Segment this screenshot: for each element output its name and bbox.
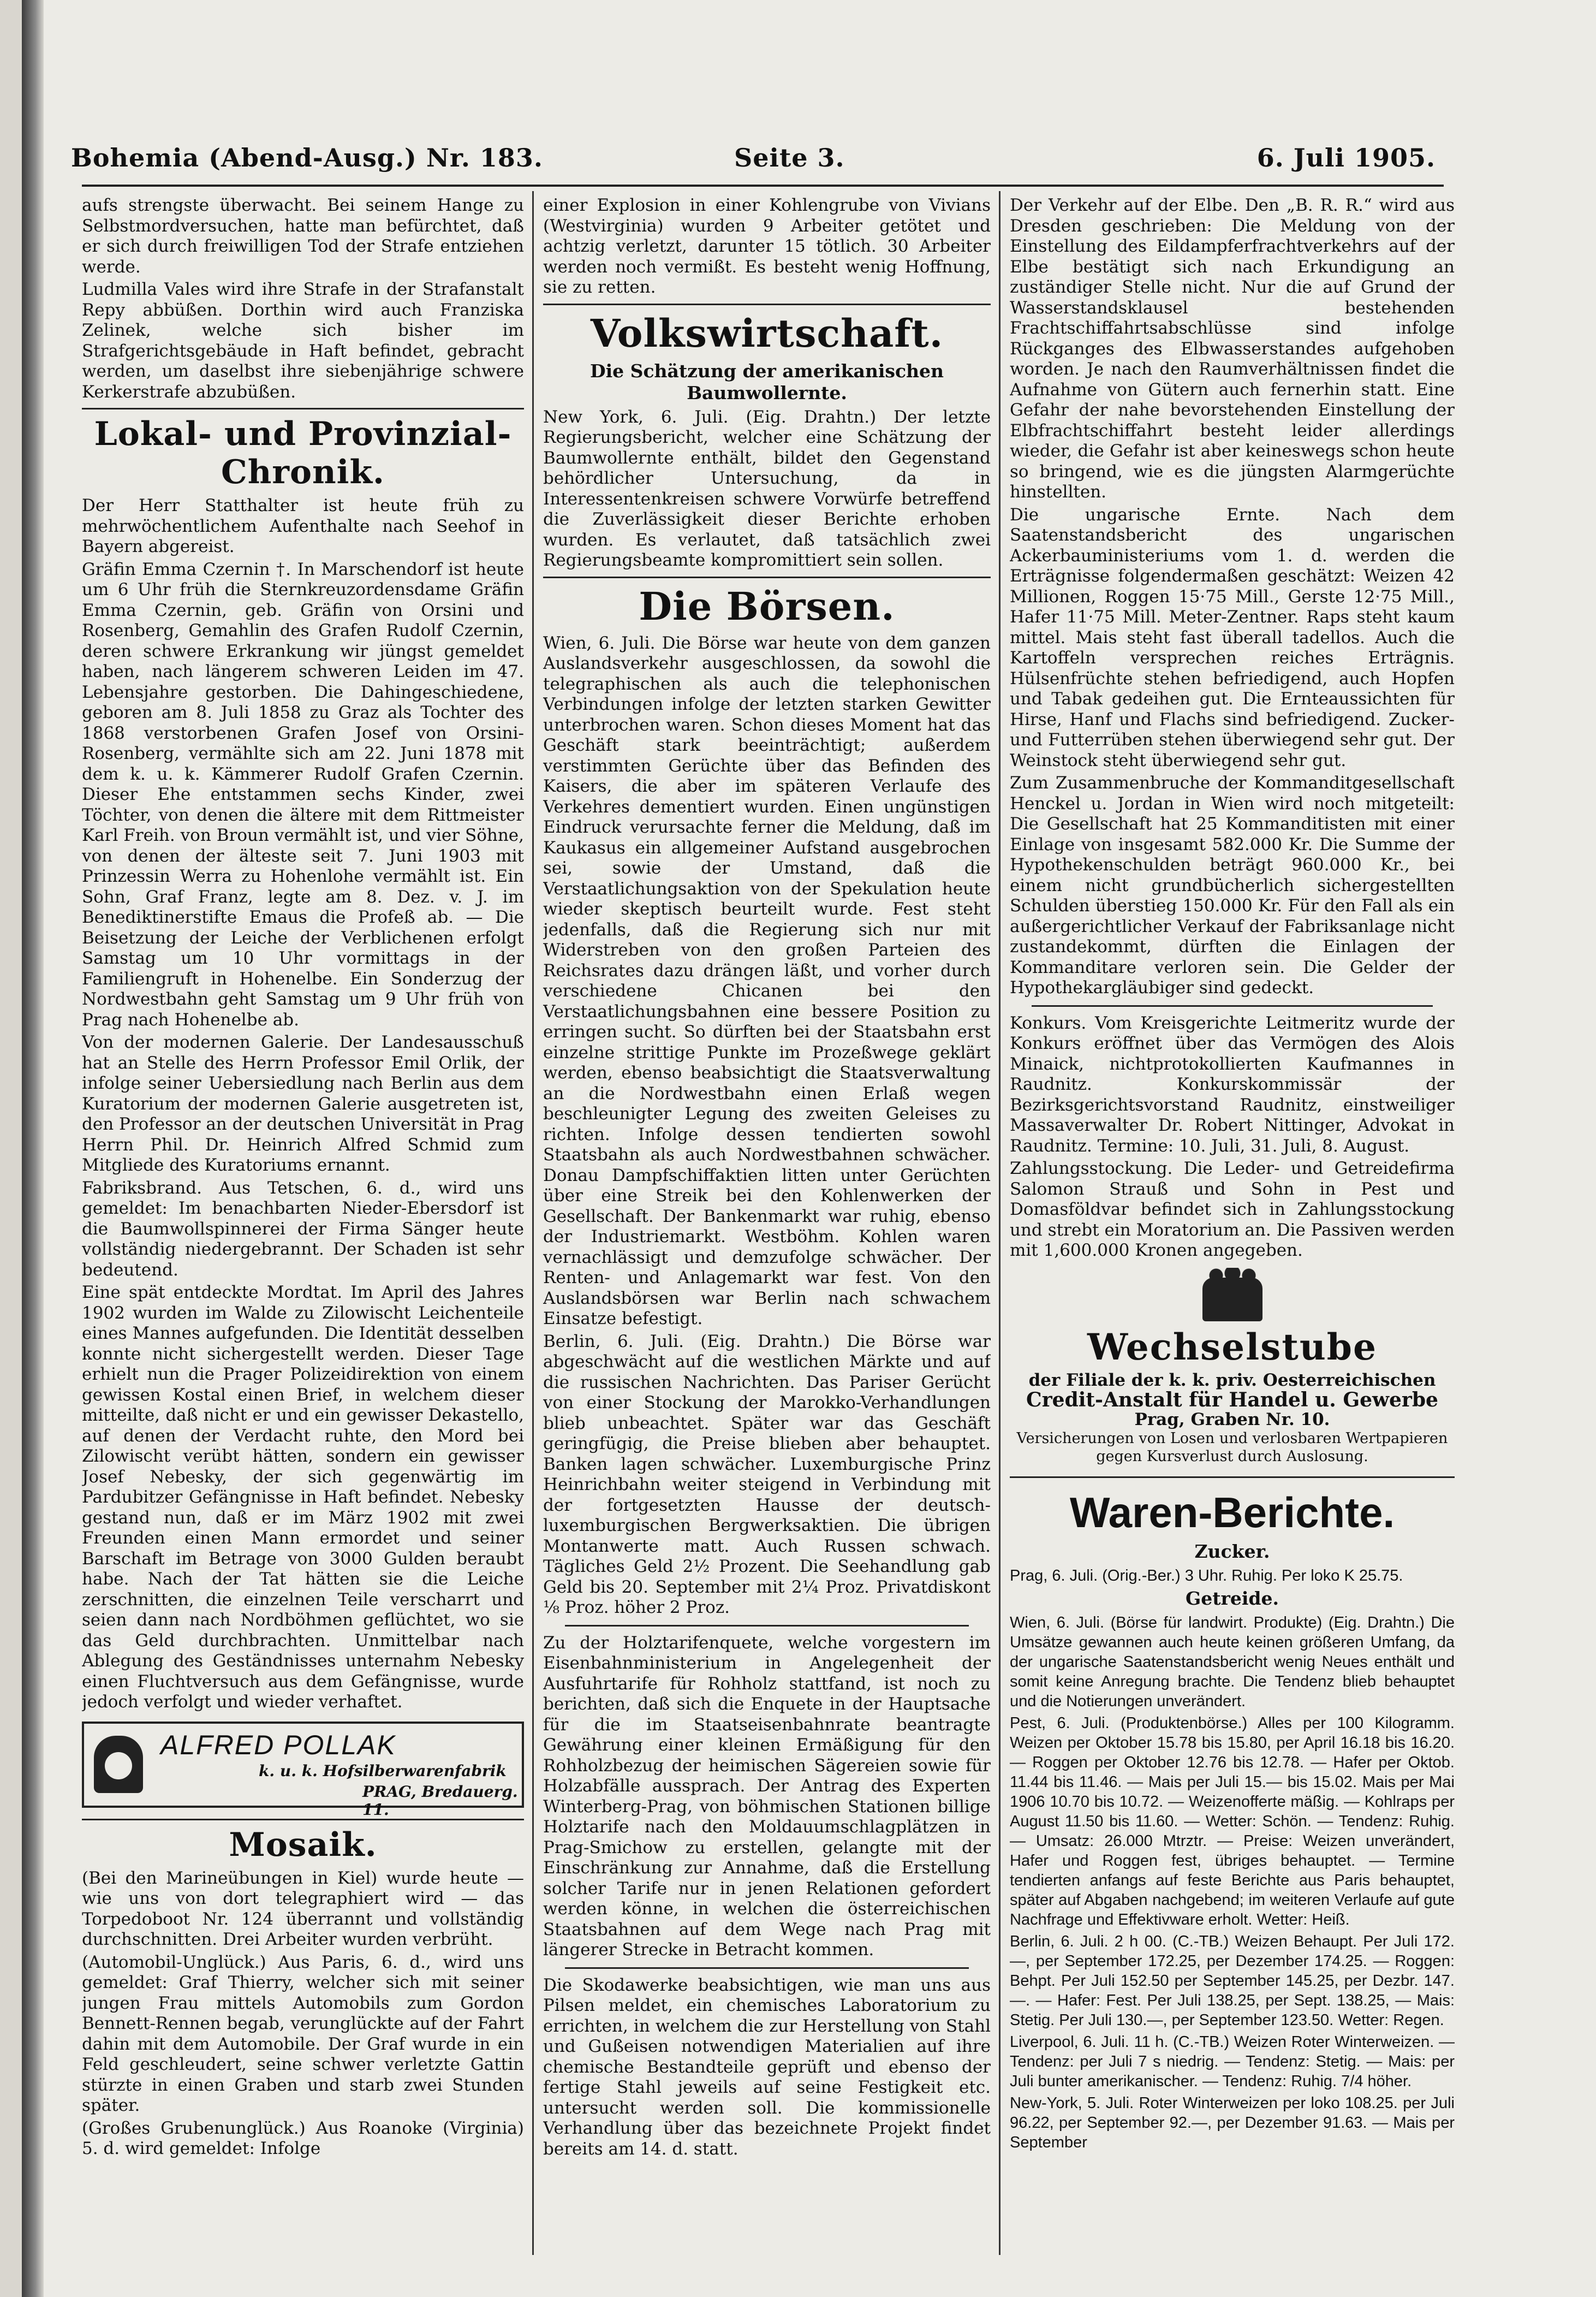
section-volkswirtschaft-heading: Volkswirtschaft.	[543, 304, 991, 356]
separator	[565, 1625, 969, 1627]
wechselstube-title: Wechselstube	[1087, 1325, 1377, 1368]
article-skodawerke: Die Skodawerke beabsichtigen, wie man uns aus Pilsen meldet, ein chemisches Laboratorium zu errichten, in welchem die zur Herstellung von Stahl und Gußeisen notwendigen Materialien auf ihre chemische Bestandteile geprüft und ebenso der fertige Stahl jeweils auf seine Festigkeit etc. untersucht werden soll. Die kommissionelle Verhandlung über das bezeichnete Projekt findet bereits am 14. d. statt.	[543, 1975, 991, 2159]
article-automobil: (Automobil-Unglück.) Aus Paris, 6. d., wird uns gemeldet: Graf Thierry, welcher sich mit seiner jungen Frau mittels Automobils zum Gordon Bennett-Rennen begab, verunglückte auf der Fahrt dahin mit dem Automobile. Der Graf wurde in ein Feld geschleudert, seine schwer verletzte Gattin stürzte in einen Graben und starb zwei Stunden später.	[82, 1952, 524, 2115]
header-paper: Bohemia (Abend-Ausg.) Nr. 183.	[71, 143, 543, 173]
section-lokal-heading: Lokal- und Provinzial-Chronik.	[82, 408, 524, 491]
article-newyork: New York, 6. Juli. (Eig. Drahtn.) Der letzte Regierungsbericht, welcher eine Schätzung der Baumwollernte enthält, bildet den Gegenstand behördlicher Untersuchung, da in Interessentenkreisen schwere Vorwürfe betreffend die Zuverlässigkeit dieser Berichte erhoben wurden. Es verlautet, daß tatsächlich zwei Regierungsbeamte kompromittiert sein sollen.	[543, 407, 991, 570]
waren-berichte-heading: Waren-Berichte.	[1010, 1476, 1455, 1538]
page-edge-shadow	[22, 0, 44, 2297]
article-ungarische-ernte: Die ungarische Ernte. Nach dem Saatenstandsbericht des ungarischen Ackerbauministeriums vom 1. d. werden die Erträgnisse folgendermaßen geschätzt: Weizen 42 Millionen, Roggen 15·75 Mill., Gerste 12·75 Mill., Hafer 11·75 Mill. Meter-Zentner. Raps steht kaum mittel. Mais steht fast überall tadellos. Auch die Kartoffeln versprechen reiches Erträgnis. Hülsenfrüchte stehen befriedigend, auch Hopfen und Tabak gedeihen gut. Die Ernteaussichten für Hirse, Hanf und Flachs sind befriedigend. Zucker- und Futterrüben stehen überwiegend sehr gut. Der Weinstock steht überwiegend sehr gut.	[1010, 504, 1455, 770]
article-fabriksbrand: Fabriksbrand. Aus Tetschen, 6. d., wird uns gemeldet: Im benachbarten Nieder-Ebersdorf ist die Baumwollspinnerei der Firma Sänger heute vollständig niedergebrannt. Der Schaden ist sehr bedeutend.	[82, 1178, 524, 1280]
header-page-number: Seite 3.	[734, 143, 845, 173]
report-getreide-liverpool: Liverpool, 6. Juli. 11 h. (C.-TB.) Weizen Roter Winterweizen. — Tendenz: per Juli 7 s niedrig. — Tendenz: Stetig. — Mais: per Juli bunter amerikanischer. — Tendenz: Ruhig. 7/4 höher.	[1010, 2033, 1455, 2090]
article-intro: aufs strengste überwacht. Bei seinem Hange zu Selbstmordversuchen, hatte man befürchtet, daß er sich durch freiwilligen Tod der Strafe entziehen werde.	[82, 195, 524, 277]
wechselstube-line4: Versicherungen von Losen und verlosbaren Wertpapieren gegen Kursverlust durch Auslosung.	[1016, 1429, 1448, 1465]
report-getreide-wien: Wien, 6. Juli. (Börse für landwirt. Produkte) (Eig. Drahtn.) Die Umsätze gewannen auch heute keinen größeren Umfang, da der ungarische Saatenstandsbericht wenig Neues enthält und somit keine Anregung brachte. Die Tendenz blieb behauptet und die Notierungen unverändert.	[1010, 1613, 1455, 1710]
report-zucker-prag: Prag, 6. Juli. (Orig.-Ber.) 3 Uhr. Ruhig. Per loko K 25.75.	[1010, 1566, 1403, 1584]
article-elbe: Der Verkehr auf der Elbe. Den „B. R. R.“ wird aus Dresden geschrieben: Die Meldung von der Einstellung des Eildampferfrachtverkehrs auf der Elbe bestätigt sich nach Erkundigung an zuständiger Stelle nicht. Nur die auf Grund der Wasserstandsklausel bestehenden Frachtschiffahrtsabschlüsse sind infolge Rückganges des Elbwasserstandes aufgehoben worden. Je nach den Raumverhältnissen findet die Aufnahme von Gütern auch fernerhin statt. Eine Gefahr der nahe bevorstehenden Einstellung der Elbfrachtschiffahrt besteht leider allerdings wieder, die Gefahr ist aber keineswegs schon heute so bringend, wie es die jüngsten Alarmgerüchte hinstellten.	[1010, 195, 1455, 502]
article-berlin-boerse: Berlin, 6. Juli. (Eig. Drahtn.) Die Börse war abgeschwächt auf die westlichen Märkte und auf die russischen Nachrichten. Das Pariser Gerücht von einer Stockung der Marokko-Verhandlungen blieb unbeachtet. Später war das Geschäft geringfügig, die Preise blieben aber behauptet. Banken lagen schwächer. Luxemburgische Prinz Heinrichbahn weiter steigend in Verbindung mit der fortgesetzten Hausse der deutsch-luxemburgischen Bergwerksaktien. Die übrigen Montanwerte matt. Auch Russen schwach. Tägliches Geld 2½ Prozent. Die Seehandlung gab Geld bis 20. September mit 2¼ Proz. Privatdiskont ⅛ Proz. höher 2 Proz.	[543, 1331, 991, 1617]
report-getreide-pest: Pest, 6. Juli. (Produktenbörse.) Alles per 100 Kilogramm. Weizen per Oktober 15.78 bis 15.80, per April 16.18 bis 16.20. — Roggen per Oktober 12.76 bis 12.78. — Hafer per Oktob. 11.44 bis 11.46. — Mais per Juli 15.— bis 15.02. Mais per Mai 1906 10.70 bis 10.72. — Weizenofferte mäßig. — Kohlraps per August 11.50 bis 11.60. — Wetter: Schön. — Tendenz: Ruhig. — Umsatz: 26.000 Mtrztr. — Preise: Weizen unverändert, Hafer und Roggen fest, übriges behauptet. — Termine tendierten anfangs auf feste Berichte aus Paris behauptet, später auf Abgaben nachgebend; im weiteren Verlaufe auf gute Nachfrage und Effektivware erholt. Wetter: Heiß.	[1010, 1714, 1455, 1928]
wechselstube-line2: Credit-Anstalt für Handel u. Gewerbe	[1026, 1388, 1438, 1411]
advertisement-pollak	[82, 1722, 524, 1819]
column-2	[543, 195, 991, 2254]
crown-logo-icon	[94, 1736, 143, 1793]
article-grubenunglueck: (Großes Grubenunglück.) Aus Roanoke (Virginia) 5. d. wird gemeldet: Infolge	[82, 2118, 524, 2158]
ad-company-type: k. u. k. Hofsilberwarenfabrik	[259, 1761, 507, 1780]
article-holztarif: Zu der Holztarifenquete, welche vorgestern im Eisenbahnministerium in Angelegenheit der Ausfuhrtarife für Rohholz stattfand, ist noch zu berichten, daß sich die Enquete in der Hauptsache für die im Staatseisenbahnrate beantragte Gewährung einer kleinen Ermäßigung für den Rohholzbezug der heimischen Sägereien sowie für Holzabfälle aussprach. Der Antrag des Experten Winterberg-Prag, von böhmischen Stationen billige Holztarife nach den Moldauumschlagplätzen in Prag-Smichow zu erstellen, gelangte mit der Einschränkung zur Annahme, daß die Erstellung solcher Tarife nur in jenen Relationen gefordert werden könne, in welchen die österreichischen Staatsbahnen auf dem Wege nach Prag mit längerer Strecke in Betracht kommen.	[543, 1633, 991, 1960]
crown-emblem-icon	[1202, 1278, 1262, 1321]
column-3	[1010, 195, 1455, 2254]
article-ludmilla: Ludmilla Vales wird ihre Strafe in der Strafanstalt Repy abbüßen. Dorthin wird auch Franziska Zelinek, welche sich bisher im Strafgerichtsgebäude in Haft befindet, gebracht werden, um daselbst ihre siebenjährige schwere Kerkerstrafe abzubüßen.	[82, 280, 524, 402]
subheading-zucker: Zucker.	[1194, 1540, 1270, 1562]
article-mordtat: Eine spät entdeckte Mordtat. Im April des Jahres 1902 wurden im Walde zu Zilowischt Leichenteile eines Mannes aufgefunden. Die Identität desselben konnte nicht sichergestellt werden. Dieser Tage erhielt nun die Prager Polizeidirektion von einem gewissen Kostal einen Brief, in welchem dieser mitteilte, daß nicht er und ein gewisser Dekastello, auf denen der Verdacht ruhte, den Mord bei Zilowischt verübt hätten, sondern ein gewisser Josef Nebesky, der sich gegenwärtig im Pardubitzer Gefängnisse in Haft befindet. Nebesky gestand nun, daß er im März 1902 mit zwei Freunden einen Mann ermordet und seiner Barschaft im Betrage von 3000 Gulden beraubt habe. Nach der Tat hätten sie die Leiche zerschnitten, die einzelnen Teile verscharrt und seien dann nach Nordböhmen geflüchtet, wo sie das Geld durchbrachten. Unmittelbar nach Ablegung des Geständnisses unternahm Nebesky einen Fluchtversuch aus dem Gefängnisse, wurde jedoch verfolgt und wieder verhaftet.	[82, 1283, 524, 1712]
wechselstube-line1: der Filiale der k. k. priv. Oesterreichischen	[1028, 1370, 1436, 1390]
article-czernin: Gräfin Emma Czernin †. In Marschendorf ist heute um 6 Uhr früh die Sternkreuzordensdame Gräfin Emma Czernin, geb. Gräfin von Orsini und Rosenberg, Gemahlin des Grafen Rudolf Czernin, deren schwere Erkrankung wir jüngst gemeldet haben, nach längerem schweren Leiden im 47. Lebensjahre gestorben. Die Dahingeschiedene, geboren am 8. Juli 1858 zu Graz als Tochter des 1868 verstorbenen Grafen Josef von Orsini-Rosenberg, vermählte sich am 22. Juni 1878 mit dem k. u. k. Kämmerer Rudolf Grafen Czernin. Dieser Ehe entstammen sechs Kinder, zwei Töchter, von denen die ältere mit dem Rittmeister Karl Freih. von Broun vermählt ist, und vier Söhne, von denen der älteste seit 7. Juni 1903 mit Prinzessin Werra zu Hohenlohe vermählt ist. Ein Sohn, Graf Franz, legte am 8. Dez. v. J. im Benediktinerstifte Emaus die Profeß ab. — Die Beisetzung der Leiche der Verblichenen erfolgt Samstag um 10 Uhr vormittags in der Familiengruft in Hohenelbe. Ein Sonderzug der Nordwestbahn geht Samstag um 9 Uhr früh von Prag nach Hohenelbe ab.	[82, 559, 524, 1030]
article-zahlungsstockung: Zahlungsstockung. Die Leder- und Getreidefirma Salomon Strauß und Sohn in Pest und Domasföldvar befindet sich in Zahlungsstockung und strebt ein Moratorium an. Die Passiven werden mit 1,600.000 Kronen angegeben.	[1010, 1159, 1455, 1260]
separator	[1032, 1005, 1433, 1007]
ad-company-address: PRAG, Bredauerg. 11.	[362, 1782, 518, 1819]
ad-company-name: ALFRED POLLAK	[160, 1729, 396, 1760]
article-galerie: Von der modernen Galerie. Der Landesausschuß hat an Stelle des Herrn Professor Emil Orlik, der infolge seiner Uebersiedlung nach Berlin aus dem Kuratorium der modernen Galerie ausgetreten ist, den Professor an der deutschen Universität in Prag Herrn Phil. Dr. Heinrich Alfred Schmid zum Mitgliede des Kuratoriums ernannt.	[82, 1032, 524, 1175]
column-1	[82, 195, 524, 2254]
report-getreide-newyork: New-York, 5. Juli. Roter Winterweizen per loko 108.25. per Juli 96.22, per September 92.—, per Dezember 91.63. — Mais per September	[1010, 2094, 1455, 2151]
header-rule	[82, 185, 1444, 187]
article-henckel-jordan: Zum Zusammenbruche der Kommanditgesellschaft Henckel u. Jordan in Wien wird noch mitgeteilt: Die Gesellschaft hat 25 Kommanditisten mit einer Einlage von insgesamt 582.000 Kr. Die Summe der Hypothekenschulden beträgt 960.000 Kr., bei einem nicht grundbücherlich sichergestellten Schulden überstieg 150.000 Kr. Für den Fall als ein außergerichtlicher Verkauf der Fabriksanlage nicht zustandekommt, dürften die Einlagen der Kommanditare verloren sein. Die Gelder der Hypothekargläubiger sind gedeckt.	[1010, 773, 1455, 998]
subheading-getreide: Getreide.	[1186, 1587, 1279, 1609]
newspaper-page	[22, 0, 1596, 2297]
page-header	[71, 143, 1436, 181]
article-explosion-cont: einer Explosion in einer Kohlengrube von Vivians (Westvirginia) wurden 9 Arbeiter getötet und achtzig verletzt, darunter 15 tötlich. 30 Arbeiter werden noch vermißt. Es besteht wenig Hoffnung, sie zu retten.	[543, 195, 991, 297]
section-mosaik-heading: Mosaik.	[82, 1819, 524, 1864]
article-konkurs: Konkurs. Vom Kreisgerichte Leitmeritz wurde der Konkurs eröffnet über das Vermögen des Alois Minaick, nichtprotokollierten Kaufmannes in Raudnitz. Konkurskommissär der Bezirksgerichtsvorstand Raudnitz, einstweiliger Massaverwalter Dr. Robert Nittinger, Advokat in Raudnitz. Termine: 10. Juli, 31. Juli, 8. August.	[1010, 1013, 1455, 1156]
header-date: 6. Juli 1905.	[1256, 143, 1436, 173]
wechselstube-line3: Prag, Graben Nr. 10.	[1134, 1409, 1330, 1429]
subheading-baumwolle: Die Schätzung der amerikanischen Baumwollernte.	[589, 360, 944, 403]
column-rule-1	[532, 191, 534, 2255]
separator	[565, 1967, 969, 1969]
report-getreide-berlin: Berlin, 6. Juli. 2 h 00. (C.-TB.) Weizen Behaupt. Per Juli 172.—, per September 172.25, per Dezember 174.25. — Roggen: Behpt. Per Juli 152.50 per September 145.25, per Dezbr. 147.—. — Hafer: Fest. Per Juli 138.25, per Sept. 138.25, — Mais: Stetig. Per Juli 130.—, per September 123.50. Wetter: Regen.	[1010, 1932, 1455, 2029]
article-statthalter: Der Herr Statthalter ist heute früh zu mehrwöchentlichem Aufenthalte nach Seehof in Bayern abgereist.	[82, 496, 524, 556]
article-marine: (Bei den Marineübungen in Kiel) wurde heute — wie uns von dort telegraphiert wird — das Torpedoboot Nr. 124 überrannt und vollständig durchschnitten. Drei Arbeiter wurden verbrüht.	[82, 1868, 524, 1949]
section-boersen-heading: Die Börsen.	[543, 577, 991, 629]
column-rule-2	[999, 191, 1001, 2255]
article-wien-boerse: Wien, 6. Juli. Die Börse war heute von dem ganzen Auslandsverkehr ausgeschlossen, da sowohl die telegraphischen als auch die telephonischen Verbindungen infolge der letzten starken Gewitter unterbrochen waren. Schon dieses Moment hat das Geschäft stark beeinträchtigt; außerdem verstimmten Gerüchte über das Befinden des Kaisers, die aber im späteren Verlaufe des Verkehres dementiert wurden. Einen ungünstigen Eindruck verursachte ferner die Meldung, daß im Kaukasus ein allgemeiner Aufstand ausgebrochen sei, sowie der Umstand, daß die Verstaatlichungsaktion von der Spekulation heute wieder skeptisch beurteilt wurde. Fest steht jedenfalls, daß die Regierung sich nur mit Widerstreben von den großen Parteien des Reichsrates dazu drängen läßt, und vorher durch verschiedene Chicanen bei den Verstaatlichungsbahnen eine bessere Position zu erringen sucht. So dürften bei der Staatsbahn erst einzelne strittige Punkte im Prozeßwege geklärt werden, ebenso beabsichtigt die Staatsverwaltung an die Nordwestbahn einen Erlaß wegen beschleunigter Legung des zweiten Geleises zu richten. Infolge dessen tendierten sowohl Staatsbahn als auch Nordwestbahnen schwächer. Donau Dampfschiffaktien litten unter Gerüchten über eine Streik bei den Kohlenwerken der Gesellschaft. Der Bankenmarkt war ruhig, ebenso der Industriemarkt. Westböhm. Kohlen waren vernachlässigt und demzufolge schwächer. Der Renten- und Anlagemarkt war fest. Von den Auslandsbörsen war Berlin nach schwachem Einsatze befestigt.	[543, 633, 991, 1328]
